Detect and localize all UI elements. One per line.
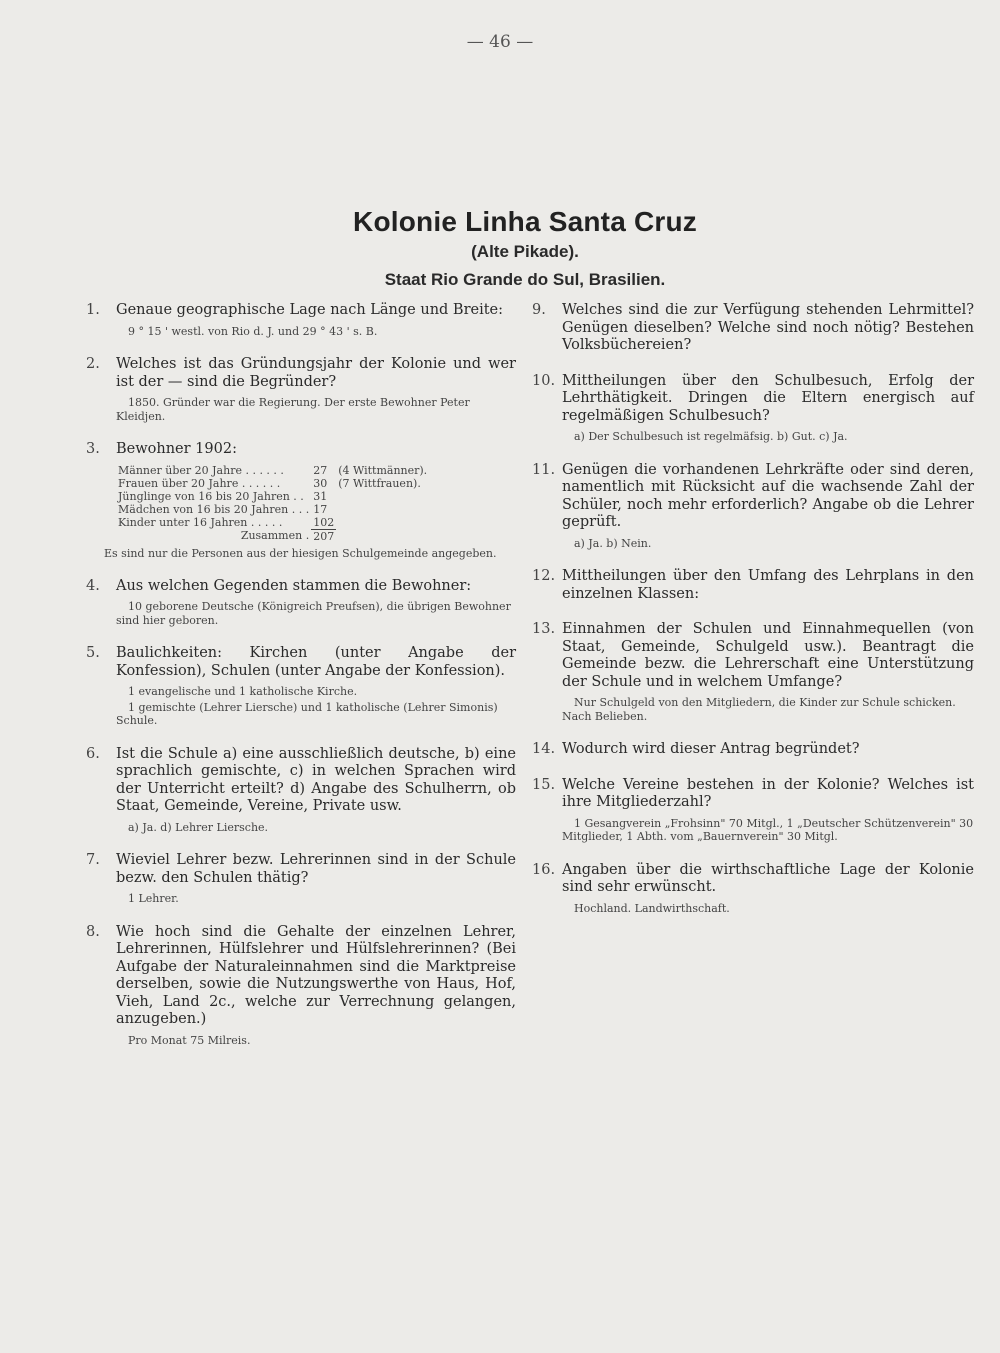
question-heading (532, 462, 974, 532)
question-text: Genügen die vorhandenen Lehrkräfte oder sind deren, namentlich mit Rücksicht auf die wachsende Zahl der Schüler, noch mehr erforderlich? Angabe ob die Lehrer geprüft. (562, 461, 974, 530)
answer-text (532, 430, 974, 444)
population-row (116, 490, 429, 503)
answer-text (86, 1034, 516, 1048)
answer-text (86, 892, 516, 906)
question-text: Welche Vereine bestehen in der Kolonie? Welches ist ihre Mitgliederzahl? (562, 776, 974, 810)
population-value: 27 (313, 463, 328, 477)
question-block (532, 302, 974, 355)
question-text: Genaue geographische Lage nach Länge und Breite: (116, 302, 504, 318)
question-text: Welches ist das Gründungsjahr der Kolonie und wer ist der — sind die Begründer? (116, 356, 516, 390)
answer-paragraph: 10 geborene Deutsche (Königreich Preufsen), die übrigen Bewohner sind hier geboren. (116, 600, 511, 627)
question-text: Wodurch wird dieser Antrag begründet? (562, 741, 860, 757)
answer-paragraph: Hochland. Landwirthschaft. (574, 901, 730, 915)
answer-paragraph: a) Ja. b) Nein. (574, 536, 652, 550)
population-note: (7 Wittfrauen). (338, 476, 421, 490)
question-block (532, 462, 974, 551)
question-number: 15. (532, 776, 556, 793)
population-row (116, 464, 429, 477)
question-number: 13. (532, 621, 556, 637)
population-label: Männer über 20 Jahre . . . . . . (118, 463, 284, 477)
question-heading (532, 373, 974, 426)
answer-paragraph: 1850. Gründer war die Regierung. Der erste Bewohner Peter Kleidjen. (116, 396, 470, 423)
question-text: Wieviel Lehrer bezw. Lehrerinnen sind in der Schule bezw. den Schulen thätig? (116, 852, 516, 886)
question-text: Angaben über die wirthschaftliche Lage der Kolonie sind sehr erwünscht. (562, 861, 974, 895)
population-row (116, 503, 429, 516)
question-heading (86, 852, 516, 887)
question-heading (86, 356, 516, 391)
population-table (116, 464, 429, 543)
question-number: 10. (532, 372, 556, 389)
question-heading (86, 746, 516, 816)
question-block (86, 924, 516, 1048)
question-block (532, 777, 974, 844)
question-heading (86, 302, 516, 320)
population-label: Mädchen von 16 bis 20 Jahren . . . (118, 502, 310, 516)
population-note (336, 516, 429, 530)
answer-paragraph: Pro Monat 75 Milreis. (128, 1033, 251, 1047)
question-block (86, 645, 516, 728)
question-block (86, 578, 516, 628)
answer-paragraph: Nur Schulgeld von den Mitgliedern, die Kinder zur Schule schicken. Nach Belieben. (562, 696, 956, 723)
population-note (336, 503, 429, 516)
population-row (116, 516, 429, 530)
location-line: Staat Rio Grande do Sul, Brasilien. (384, 270, 666, 289)
question-block (532, 741, 974, 759)
population-value: 17 (313, 502, 328, 516)
question-text: Mittheilungen über den Schulbesuch, Erfolg der Lehrthätigkeit. Dringen die Eltern energisch auf regelmäßigen Schulbesuch? (562, 372, 974, 424)
question-block (86, 302, 516, 338)
answer-text (86, 685, 516, 728)
answer-paragraph: 1 evangelische und 1 katholische Kirche. (128, 685, 358, 698)
answer-paragraph: 9 ° 15 ' westl. von Rio d. J. und 29 ° 43 ' s. B. (128, 324, 378, 338)
question-block (532, 568, 974, 603)
population-value: 102 (313, 515, 335, 529)
question-block (86, 746, 516, 835)
population-total-value: 207 (313, 529, 335, 543)
question-number: 12. (532, 568, 556, 584)
question-text: Einnahmen der Schulen und Einnahmequellen (von Staat, Gemeinde, Schulgeld usw.). Beantragt die Gemeinde bezw. die Lehrerschaft eine Unterstützung der Schule und in welchem Umfange? (562, 621, 974, 690)
population-total-label: Zusammen . (240, 529, 310, 542)
question-heading (532, 777, 974, 812)
answer-text (86, 325, 516, 339)
question-block (86, 356, 516, 423)
question-number: 2. (86, 356, 100, 372)
question-number: 4. (86, 577, 100, 594)
question-number: 5. (86, 645, 100, 661)
question-block (86, 852, 516, 906)
question-text: Mittheilungen über den Umfang des Lehrplans in den einzelnen Klassen: (562, 568, 974, 602)
question-number: 7. (86, 852, 100, 868)
question-block (532, 373, 974, 444)
answer-paragraph: 1 Gesangverein „Frohsinn" 70 Mitgl., 1 „Deutscher Schützenverein" 30 Mitglieder, 1 Abth. vom „Bauernverein" 30 Mitgl. (562, 816, 974, 843)
question-heading (86, 645, 516, 680)
answer-text (86, 821, 516, 835)
answer-paragraph: 1 gemischte (Lehrer Liersche) und 1 katholische (Lehrer Simonis) Schule. (116, 700, 498, 727)
question-text: Aus welchen Gegenden stammen die Bewohner: (116, 577, 472, 594)
question-block (532, 621, 974, 723)
question-text: Welches sind die zur Verfügung stehenden Lehrmittel? Genügen dieselben? Welche sind noch nötig? Bestehen Volksbüchereien? (562, 302, 974, 353)
question-text: Baulichkeiten: Kirchen (unter Angabe der Konfession), Schulen (unter Angabe der Konfession). (116, 645, 516, 679)
right-column (532, 302, 974, 933)
page-title: Kolonie Linha Santa Cruz (353, 206, 697, 237)
question-heading (86, 578, 516, 596)
question-text: Ist die Schule a) eine ausschließlich deutsche, b) eine sprachlich gemischte, c) in welchen Sprachen wird der Unterricht erteilt? d) Angabe des Schulherrn, ob Staat, Gemeinde, Vereine, Private usw. (116, 745, 516, 814)
population-note (336, 490, 429, 503)
left-column (86, 302, 516, 1065)
answer-text (86, 396, 516, 423)
answer-paragraph: a) Ja. d) Lehrer Liersche. (128, 820, 269, 834)
population-row (116, 477, 429, 490)
page-number: — 46 — (466, 32, 534, 52)
question-number: 8. (86, 923, 100, 940)
population-value: 31 (313, 489, 328, 503)
answer-text (86, 600, 516, 627)
question-heading (532, 302, 974, 355)
question-number: 3. (86, 441, 100, 457)
question-number: 14. (532, 741, 556, 757)
question-text: Bewohner 1902: (116, 441, 237, 457)
question-number: 6. (86, 745, 100, 762)
population-total-blank (336, 529, 429, 543)
population-label: Kinder unter 16 Jahren . . . . . (118, 515, 283, 529)
population-table-wrap (86, 464, 516, 543)
answer-text (532, 817, 974, 844)
question-heading (86, 924, 516, 1029)
population-note-text: Es sind nur die Personen aus der hiesigen Schulgemeinde angegeben. (104, 546, 497, 560)
question-heading (532, 621, 974, 691)
population-label: Jünglinge von 16 bis 20 Jahren . . (118, 489, 304, 503)
question-number: 16. (532, 861, 556, 878)
question-number: 9. (532, 302, 546, 318)
question-heading (532, 568, 974, 603)
question-number: 11. (532, 461, 556, 478)
answer-paragraph: a) Der Schulbesuch ist regelmäfsig. b) Gut. c) Ja. (574, 430, 848, 443)
question-heading (532, 741, 974, 759)
population-label: Frauen über 20 Jahre . . . . . . (118, 476, 281, 490)
question-heading (532, 862, 974, 897)
answer-text (532, 537, 974, 551)
question-block (86, 441, 516, 560)
answer-text (532, 696, 974, 723)
population-total-row (116, 529, 429, 543)
question-block (532, 862, 974, 916)
page-subtitle: (Alte Pikade). (471, 242, 579, 261)
answer-paragraph: 1 Lehrer. (128, 892, 179, 905)
answer-text (532, 902, 974, 916)
question-heading (86, 441, 516, 459)
question-number: 1. (86, 302, 100, 318)
population-note: (4 Wittmänner). (338, 463, 428, 477)
population-value: 30 (313, 476, 328, 490)
question-text: Wie hoch sind die Gehalte der einzelnen Lehrer, Lehrerinnen, Hülfslehrer und Hülfslehrerinnen? (Bei Aufgabe der Naturaleinnahmen sind die Marktpreise derselben, sowie die Nutzungswerthe von Haus, Hof, Vieh, Land 2c., welche zur Verrechnung gelangen, anzugeben.) (116, 923, 516, 1027)
